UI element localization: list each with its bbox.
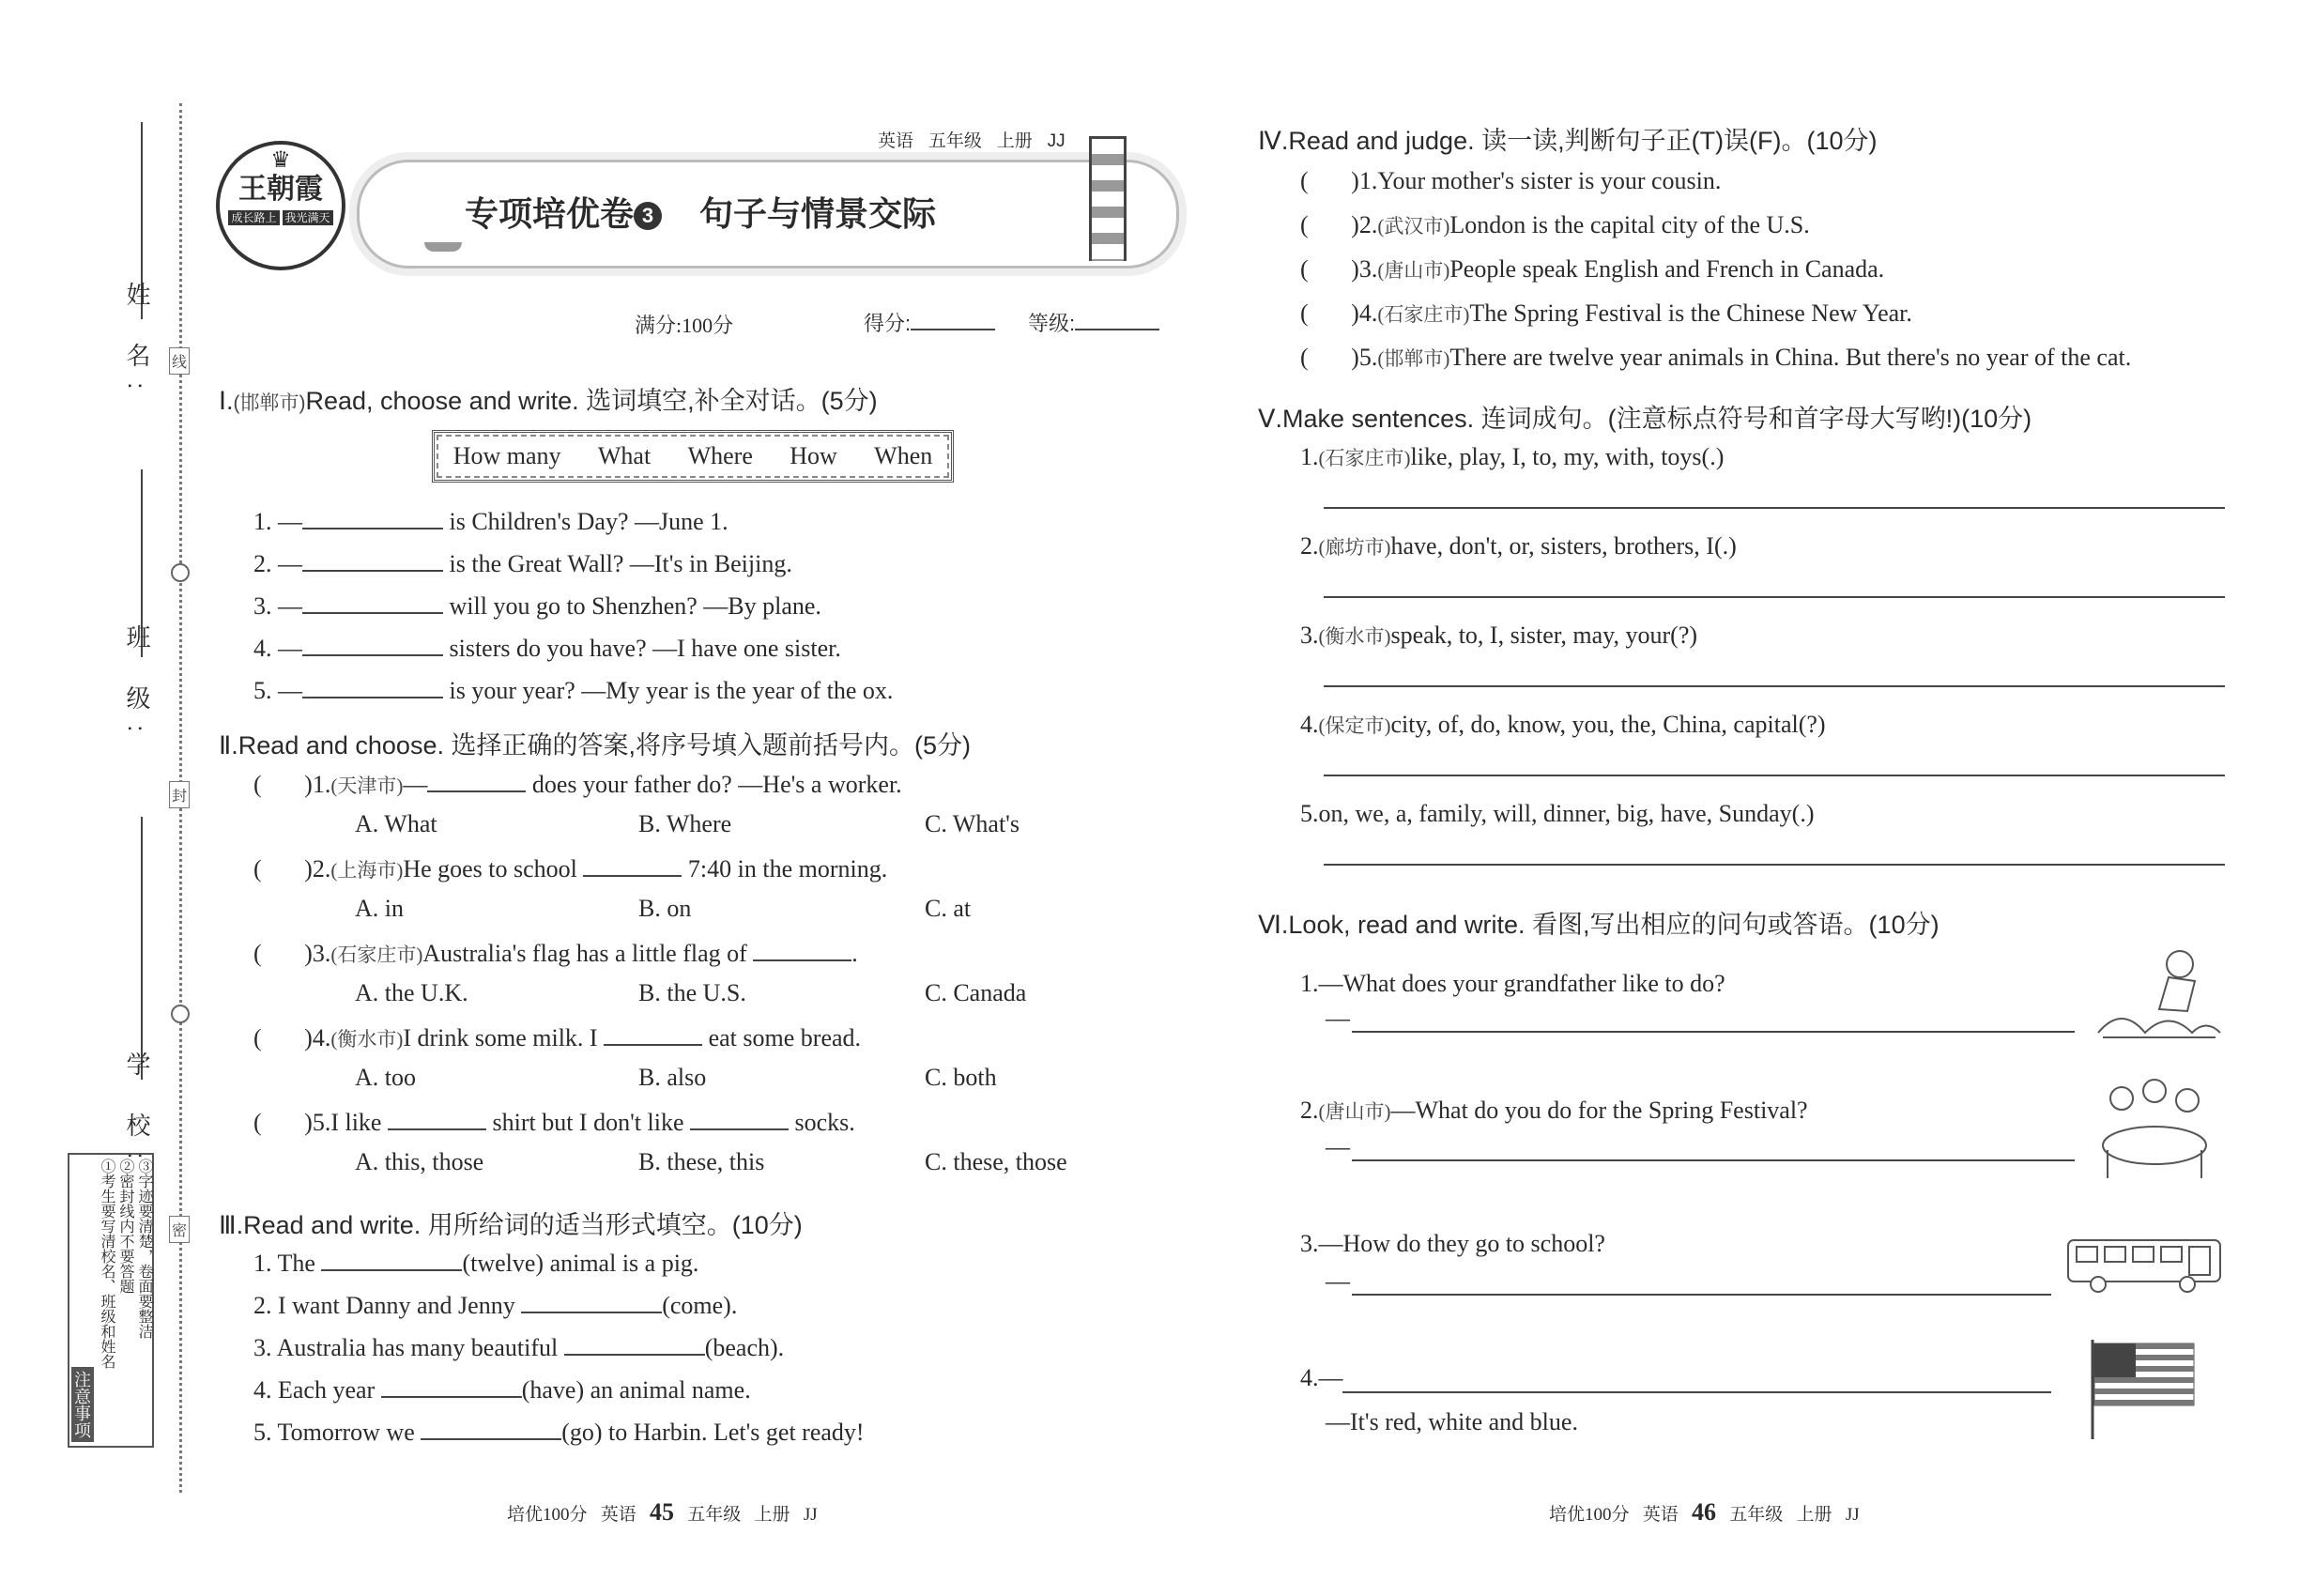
answer-line[interactable]: [1352, 1294, 2051, 1296]
meta-grade: 五年级: [928, 131, 982, 151]
question-row: 3. — will you go to Shenzhen? —By plane.: [253, 590, 821, 621]
title-text: 专项培优卷: [465, 194, 635, 233]
answer-line[interactable]: [1324, 596, 2225, 598]
section-title: Read and write. 用所给词的适当形式填空。(10分): [243, 1211, 803, 1239]
answer-line[interactable]: [1352, 1159, 2075, 1161]
footer-left: 培优100分 英语 45 五年级 上册 JJ: [507, 1498, 818, 1526]
option-a: A. in: [355, 895, 404, 922]
answer-blank: [753, 937, 851, 961]
region-tag: (邯郸市): [233, 392, 306, 414]
score-line: [635, 310, 733, 339]
subtitle-text: 句子与情景交际: [699, 194, 937, 233]
option-b: B. Where: [638, 810, 732, 837]
cut-mark-feng: 封: [169, 781, 190, 808]
answer-blank: [427, 768, 526, 792]
word-option: Where: [687, 442, 753, 469]
answer-blank[interactable]: [421, 1416, 561, 1440]
answer-blank[interactable]: [321, 1247, 462, 1271]
title-number-badge: 3: [634, 202, 662, 230]
question-row: 5. Tomorrow we (go) to Harbin. Let's get ready!: [253, 1416, 865, 1447]
family-dinner-picture-icon: [2093, 1070, 2216, 1183]
question-row: 2. — is the Great Wall? —It's in Beijing.: [253, 547, 792, 578]
section-heading: [219, 725, 971, 761]
brand-logo: [216, 141, 345, 270]
answer-blank[interactable]: [302, 505, 443, 529]
option-c: C. these, those: [925, 1148, 1067, 1175]
meta-term: 上册: [996, 131, 1033, 151]
option-b: B. on: [638, 895, 692, 922]
section-title: Read and judge. 读一读,判断句子正(T)误(F)。(10分): [1288, 127, 1878, 155]
sentence-item: 1.(石家庄市)like, play, I, to, my, with, toys(.): [1300, 443, 1725, 470]
sentence-item: 4.(保定市)city, of, do, know, you, the, China, capital(?): [1300, 711, 1826, 738]
answer-blank[interactable]: [302, 632, 443, 656]
us-flag-picture-icon: [2089, 1338, 2201, 1441]
judge-row: ( )5.(邯郸市)There are twelve year animals in China. But there's no year of the cat.: [1300, 344, 2132, 371]
answer-bracket[interactable]: ( )5.: [1300, 344, 1378, 371]
question-row: ( )2.(上海市)He goes to school 7:40 in the morning.: [253, 852, 887, 883]
cut-mark-xian: 线: [169, 347, 190, 375]
dialog-answer: —: [1326, 1005, 1350, 1032]
answer-blank[interactable]: [564, 1331, 705, 1356]
answer-line[interactable]: [1324, 775, 2225, 776]
answer-bracket[interactable]: ( )2.: [253, 855, 331, 882]
answer-bracket[interactable]: ( )2.: [1300, 211, 1378, 238]
word-option: When: [874, 442, 933, 469]
notice-item: ③字迹要清楚，卷面要整洁: [136, 1159, 152, 1339]
dialog-item: 1.—What does your grandfather like to do?: [1300, 970, 1725, 997]
option-a: A. this, those: [355, 1148, 484, 1175]
school-label: 学 校:: [123, 1051, 151, 1174]
score-label: 得分:: [864, 312, 912, 335]
word-bank: [432, 430, 954, 483]
full-score: 满分:100分: [635, 314, 734, 337]
punch-hole-icon: [171, 1005, 190, 1023]
sentence-item: 5.on, we, a, family, will, dinner, big, have, Sunday(.): [1300, 800, 1815, 827]
dialog-item: 4.—: [1300, 1364, 1343, 1391]
option-b: B. the U.S.: [638, 979, 746, 1006]
question-row: ( )1.(天津市)— does your father do? —He's a worker.: [253, 768, 902, 799]
option-b: B. also: [638, 1064, 707, 1091]
answer-bracket[interactable]: ( )4.: [1300, 299, 1378, 327]
page-title: [465, 188, 936, 236]
answer-bracket[interactable]: ( )5.: [253, 1109, 331, 1136]
answer-blank: [604, 1021, 702, 1046]
cut-mark-mi: 密: [169, 1216, 190, 1243]
question-row: 1. — is Children's Day? —June 1.: [253, 505, 728, 536]
page-number: 46: [1692, 1498, 1717, 1526]
question-row: 5. — is your year? —My year is the year of the ox.: [253, 674, 893, 705]
answer-blank[interactable]: [302, 674, 443, 698]
question-row: 3. Australia has many beautiful (beach).: [253, 1331, 784, 1362]
option-a: A. too: [355, 1064, 416, 1091]
word-option: How many: [452, 442, 561, 469]
answer-bracket[interactable]: ( )4.: [253, 1024, 331, 1051]
section-number: Ⅵ.: [1258, 911, 1289, 939]
answer-line[interactable]: [1324, 685, 2225, 687]
gardening-picture-icon: [2093, 944, 2225, 1047]
section-title: Read, choose and write. 选词填空,补全对话。(5分): [305, 387, 878, 415]
question-row: 2. I want Danny and Jenny (come).: [253, 1289, 737, 1320]
score-field[interactable]: [864, 308, 995, 337]
answer-blank[interactable]: [381, 1373, 522, 1398]
section-heading: [1258, 398, 2032, 435]
answer-blank[interactable]: [302, 590, 443, 614]
section-title: Read and choose. 选择正确的答案,将序号填入题前括号内。(5分): [238, 731, 971, 760]
bus-picture-icon: [2065, 1237, 2225, 1294]
question-row: ( )4.(衡水市)I drink some milk. I eat some bread.: [253, 1021, 861, 1052]
option-c: C. at: [925, 895, 972, 922]
section-number: Ⅳ.: [1258, 127, 1289, 155]
notice-title: 注意事项: [71, 1367, 94, 1442]
answer-blank[interactable]: [521, 1289, 662, 1313]
question-row: 4. Each year (have) an animal name.: [253, 1373, 751, 1404]
crown-icon: ♛: [270, 148, 291, 173]
question-row: ( )3.(石家庄市)Australia's flag has a little flag of .: [253, 937, 858, 968]
judge-row: ( )3.(唐山市)People speak English and French in Canada.: [1300, 255, 1885, 283]
meta-edition: JJ: [1047, 131, 1066, 151]
option-c: C. What's: [925, 810, 1020, 837]
answer-line[interactable]: [1324, 864, 2225, 866]
option-c: C. Canada: [925, 979, 1027, 1006]
answer-line[interactable]: [1342, 1391, 2051, 1393]
section-number: Ⅲ.: [219, 1211, 244, 1239]
section-heading: [219, 1205, 803, 1241]
word-option: How: [790, 442, 837, 469]
sentence-item: 3.(衡水市)speak, to, I, sister, may, your(?): [1300, 622, 1698, 649]
brand-motto: 成长路上: [228, 210, 279, 225]
section-heading: [219, 380, 878, 417]
question-row: 1. The (twelve) animal is a pig.: [253, 1247, 698, 1278]
question-row: 4. — sisters do you have? —I have one sister.: [253, 632, 841, 663]
section-heading: [1258, 120, 1878, 157]
brand-name: 王朝霞: [238, 174, 323, 205]
answer-blank: [583, 852, 682, 877]
sentence-item: 2.(廊坊市)have, don't, or, sisters, brothers, I(.): [1300, 532, 1737, 560]
answer-line[interactable]: [1352, 1031, 2075, 1033]
footer-right: 培优100分 英语 46 五年级 上册 JJ: [1549, 1498, 1860, 1526]
grade-field[interactable]: [1028, 308, 1159, 337]
dialog-answer: —: [1326, 1133, 1350, 1160]
answer-bracket[interactable]: ( )1.: [1300, 167, 1378, 194]
grade-label: 等级:: [1028, 312, 1076, 335]
meta-subject: 英语: [878, 131, 914, 151]
dialog-item: 2.(唐山市)—What do you do for the Spring Festival?: [1300, 1097, 1808, 1124]
class-label: 班 级:: [123, 624, 151, 747]
dialog-answer: —: [1326, 1267, 1350, 1295]
name-label: 姓 名:: [123, 282, 151, 405]
option-c: C. both: [925, 1064, 997, 1091]
section-title: Make sentences. 连词成句。(注意标点符号和首字母大写哟!)(10分): [1281, 405, 2032, 433]
option-b: B. these, this: [638, 1148, 765, 1175]
section-number: Ⅱ.: [219, 731, 238, 760]
page-number: 45: [650, 1498, 675, 1526]
brand-motto: 我光满天: [283, 210, 333, 225]
header-meta: [878, 127, 1066, 152]
ship-icon: [424, 242, 462, 252]
answer-blank[interactable]: [302, 547, 443, 572]
word-option: What: [597, 442, 652, 469]
notice-item: ②密封线内不要答题: [117, 1159, 133, 1294]
dialog-answer: —It's red, white and blue.: [1326, 1408, 1578, 1435]
answer-bracket[interactable]: ( )3.: [1300, 255, 1378, 283]
section-number: Ⅴ.: [1258, 405, 1282, 433]
dialog-item: 3.—How do they go to school?: [1300, 1230, 1605, 1257]
judge-row: ( )4.(石家庄市)The Spring Festival is the Chinese New Year.: [1300, 299, 1912, 327]
answer-bracket[interactable]: ( )3.: [253, 940, 331, 967]
notice-box: [68, 1153, 154, 1448]
judge-row: ( )2.(武汉市)London is the capital city of the U.S.: [1300, 211, 1810, 238]
answer-line[interactable]: [1324, 507, 2225, 509]
section-title: Look, read and write. 看图,写出相应的问句或答语。(10分): [1288, 911, 1940, 939]
answer-blank: [388, 1106, 486, 1130]
answer-bracket[interactable]: ( )1.: [253, 771, 331, 798]
option-a: A. What: [355, 810, 437, 837]
section-number: Ⅰ.: [219, 387, 234, 415]
notice-item: ①考生要写清校名、班级和姓名: [99, 1159, 115, 1369]
answer-blank: [690, 1106, 789, 1130]
question-row: ( )5.I like shirt but I don't like socks.: [253, 1106, 855, 1137]
section-heading: [1258, 904, 1940, 941]
option-a: A. the U.K.: [355, 979, 468, 1006]
lighthouse-icon: [1089, 136, 1127, 261]
punch-hole-icon: [171, 563, 190, 582]
judge-row: ( )1.Your mother's sister is your cousin.: [1300, 167, 1722, 194]
